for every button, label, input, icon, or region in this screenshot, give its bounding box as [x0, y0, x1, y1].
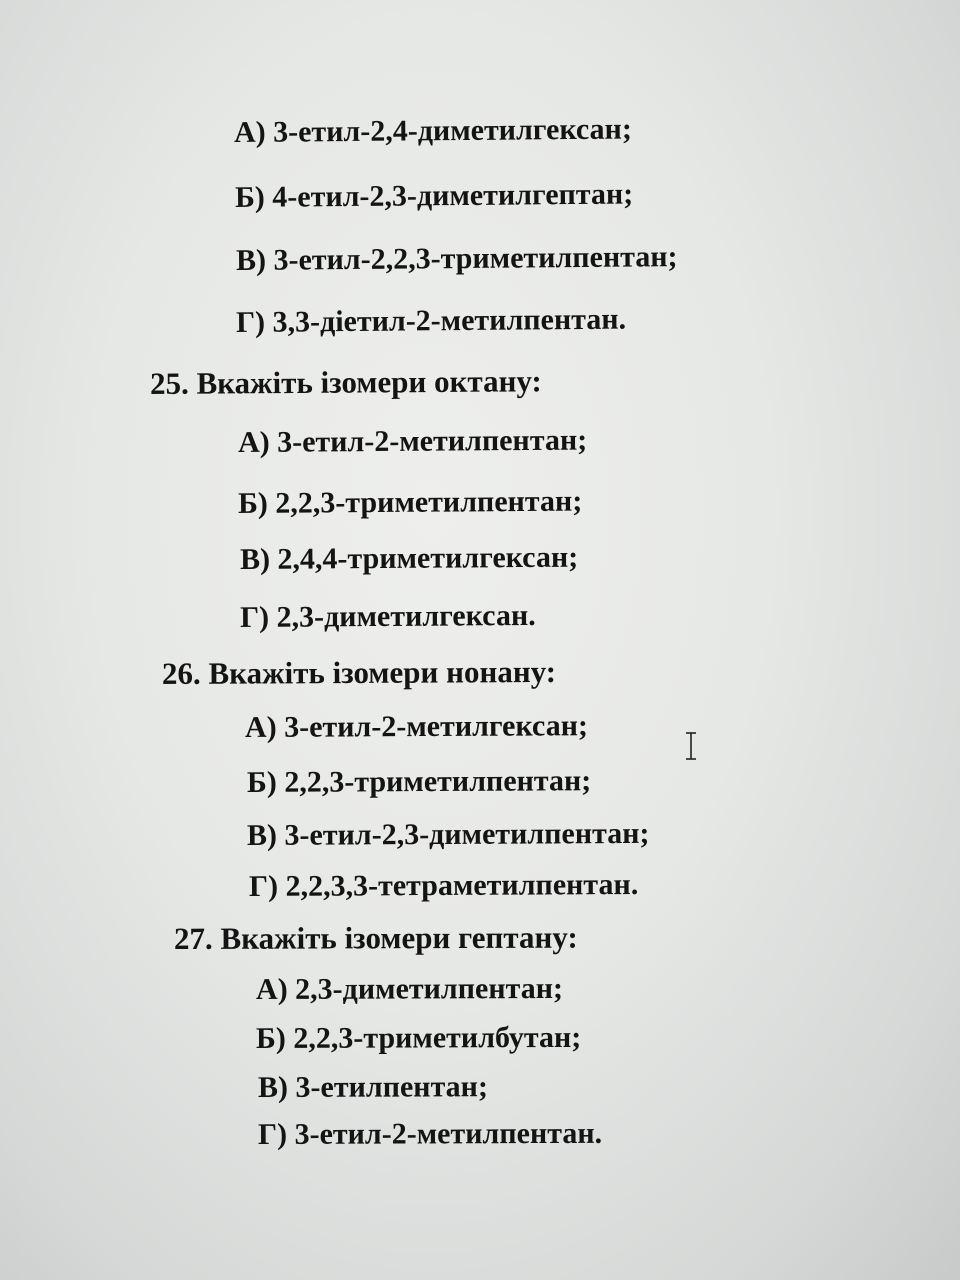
i-beam-cursor-icon: [684, 731, 698, 761]
option-b: Б) 2,2,3-триметилбутан;: [255, 1020, 582, 1055]
option-a: А) 3-етил-2-метилпентан;: [237, 423, 588, 459]
option-c: В) 2,4,4-триметилгексан;: [239, 540, 579, 576]
option-b: Б) 2,2,3-триметилпентан;: [246, 764, 592, 799]
question-27-title: 27. Вкажіть ізомери гептану:: [173, 919, 578, 956]
option-d: Г) 3-етил-2-метилпентан.: [257, 1116, 603, 1151]
option-a: А) 3-етил-2-метилгексан;: [244, 709, 589, 744]
option-c: В) 3-етилпентан;: [257, 1070, 488, 1104]
option-b: Б) 2,2,3-триметилпентан;: [237, 484, 583, 520]
option-d: Г) 2,2,3,3-тетраметилпентан.: [248, 867, 639, 903]
option-d: Г) 3,3-діетил-2-метилпентан.: [235, 302, 627, 339]
option-b: Б) 4-етил-2,3-диметилгептан;: [234, 177, 634, 214]
option-a: А) 3-етил-2,4-диметилгексан;: [233, 112, 633, 149]
option-c: В) 3-етил-2,3-диметилпентан;: [246, 816, 650, 852]
option-c: В) 3-етил-2,2,3-триметилпентан;: [235, 240, 678, 277]
option-d: Г) 2,3-диметилгексан.: [239, 598, 536, 634]
option-a: А) 2,3-диметилпентан;: [255, 971, 564, 1006]
question-25-title: 25. Вкажіть ізомери октану:: [149, 363, 542, 401]
question-26-title: 26. Вкажіть ізомери нонану:: [161, 653, 557, 691]
